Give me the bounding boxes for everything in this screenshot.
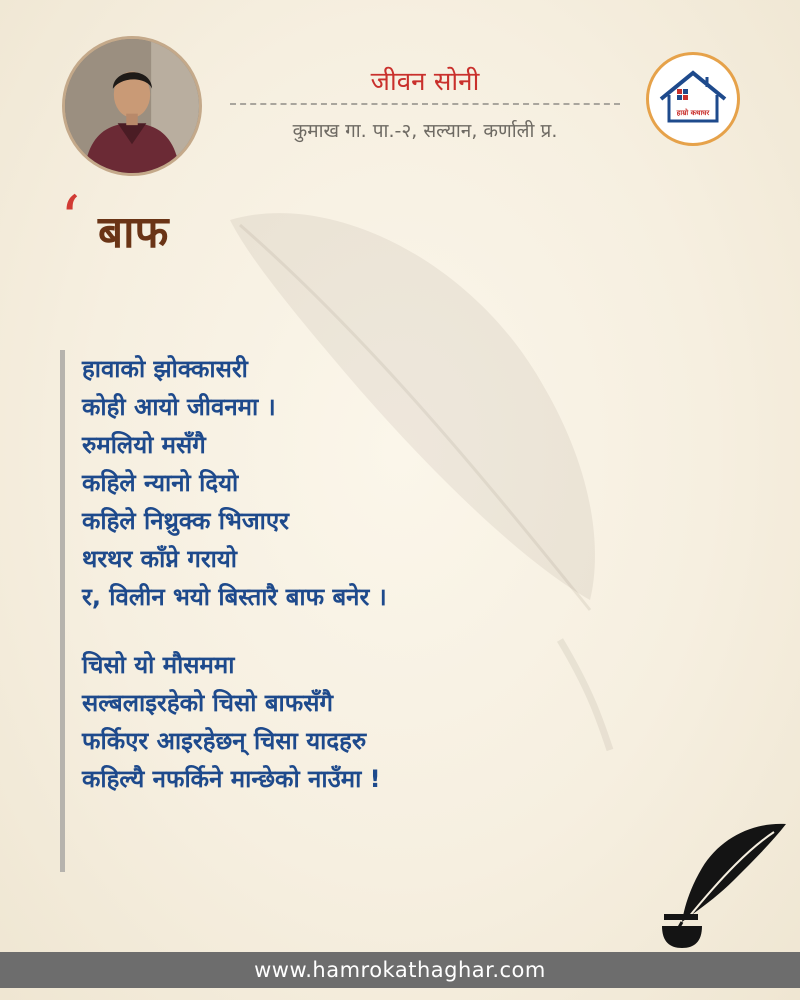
house-icon [649, 55, 737, 143]
author-avatar [62, 36, 202, 176]
poem-body [82, 350, 642, 828]
poem-line: कोही आयो जीवनमा । [82, 393, 276, 421]
poem-line: थरथर काँप्ने गरायो [82, 545, 237, 573]
author-name: जीवन सोनी [370, 67, 480, 97]
footer-bar [0, 952, 800, 988]
poem-stanza-1 [82, 350, 642, 616]
poem-line: रुमलियो मसँगै [82, 431, 206, 459]
poem-line: कहिल्यै नफर्किने मान्छेको नाउँमा ! [82, 765, 381, 793]
website-url[interactable]: www.hamrokathaghar.com [254, 958, 546, 982]
poem-line: सल्बलाइरहेको चिसो बाफसँगै [82, 689, 333, 717]
author-photo-icon [65, 39, 199, 173]
brand-logo [646, 52, 740, 146]
poem-line: फर्किएर आइरहेछन् चिसा यादहरु [82, 727, 367, 755]
quill-inkpot-icon [658, 818, 788, 950]
poem-line: कहिले न्यानो दियो [82, 469, 239, 497]
logo-text: हाम्रो कथाघर [676, 109, 710, 117]
poem-side-bar [60, 350, 65, 872]
poem-line: चिसो यो मौसममा [82, 651, 235, 679]
quote-mark-icon: ‘ [60, 183, 81, 257]
poem-title: बाफ [98, 207, 169, 258]
poem-line: कहिले निथ्रुक्क भिजाएर [82, 507, 289, 535]
author-address: कुमाख गा. पा.-२, सल्यान, कर्णाली प्र. [292, 120, 558, 142]
poem-stanza-2 [82, 646, 642, 798]
poem-line: हावाको झोक्कासरी [82, 355, 248, 383]
divider-dashed [230, 103, 620, 105]
poem-line: र, विलीन भयो बिस्तारै बाफ बनेर । [82, 583, 387, 611]
